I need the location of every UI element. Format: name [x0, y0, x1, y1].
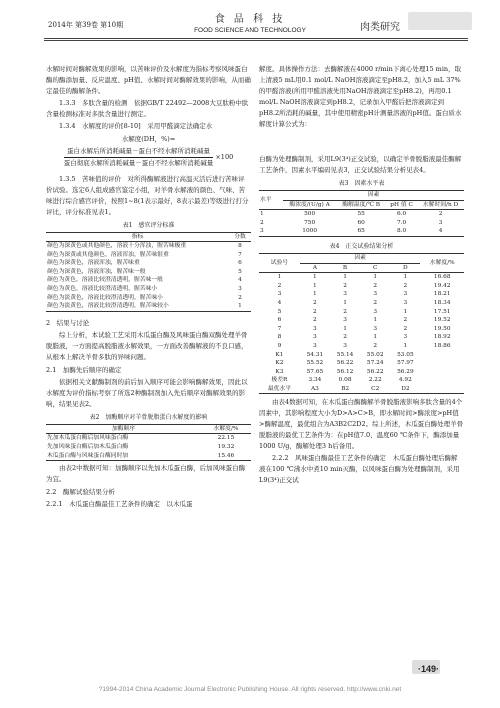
cell: 2: [373, 342, 378, 349]
cell: 18.86: [433, 342, 451, 349]
cell: 2: [373, 299, 378, 306]
cell: 3: [373, 325, 378, 332]
cell: 2: [403, 282, 408, 289]
header-rule: [44, 38, 468, 39]
cell: 3: [260, 228, 264, 235]
table-row: [259, 342, 464, 351]
right-column: [259, 64, 464, 487]
cell: 木瓜蛋白酶与风味蛋白酶同时加: [47, 452, 129, 459]
cell: 颜色为深黄色，溶液浑浊，腥苦味一般: [47, 268, 146, 275]
paragraph: 综上分析，本试验工艺采用木瓜蛋白酶及风味蛋白酶双酶处理羊骨脱脂液，一方面提高脱脂液水解效果，一方面改善酶解液的不良口感，从根本上解决羊骨多肽的异味问题。: [46, 330, 248, 361]
table-row: [259, 273, 464, 282]
paragraph: 白酶为处理酶制剂，采用L9(3⁴)正交试验，以确定羊骨脱脂液最佳酶解工艺条件，因素水平编码见表3，正交试验结果分析见表4。: [259, 155, 462, 174]
section-2-2-1-heading: 2.2.1 木瓜蛋白酶最佳工艺条件的确定 以木瓜蛋: [46, 500, 193, 509]
cell: 3: [343, 291, 347, 298]
table2-header-order: 加酶顺序: [46, 424, 201, 434]
page-number: ·149·: [418, 664, 440, 674]
cell: 2: [277, 282, 282, 289]
table1-header-score: 分数: [229, 232, 251, 242]
left-column: [46, 64, 251, 511]
table4-body: [259, 273, 464, 394]
table3-header-factor: 因素: [283, 191, 464, 201]
cell: 17.51: [433, 308, 451, 315]
table-row: [259, 210, 464, 219]
cell: 颜色为深黄色或其他颜色，溶液十分浑浊，腥苦味极重: [47, 243, 187, 250]
cell: 57.97: [397, 360, 414, 367]
table-row: [259, 316, 464, 325]
cell: 3: [438, 219, 443, 226]
cell: 15.46: [217, 452, 235, 459]
cell: 颜色为深黄色，溶液浑浊，腥苦味重: [47, 260, 140, 267]
cell: 57.24: [366, 360, 384, 367]
cell: 3: [343, 342, 347, 349]
table1-header-criterion: 指标: [46, 232, 229, 242]
table-row: [259, 282, 464, 291]
cell: 1: [343, 325, 347, 332]
table4-col-a: A: [300, 263, 330, 273]
cell: 19.50: [433, 325, 451, 332]
table-row: [259, 227, 464, 236]
cell: 2: [313, 299, 317, 306]
cell: 3: [373, 308, 378, 315]
paragraph: 由表4数据可知，在木瓜蛋白酶酶解羊骨脱脂液影响多肽含量的4个因素中，其影响程度大小为D>A>C>B，即水解时间>酶浓度>pH值>酶解温度，最优组合为A3B2C2D2。综上所述，木瓜蛋白酶处理羊骨脱脂液的最优工艺条件为：在pH值7.0、温度60 ℃条件下，酶添加量1000 U/g，酶解处理3 h后备用。: [259, 398, 464, 451]
cell: 22.15: [217, 435, 235, 442]
table-row: [259, 376, 464, 385]
cell: 2: [373, 282, 378, 289]
cell: 1: [313, 291, 317, 298]
table-row: [46, 294, 251, 303]
cell: 2: [313, 308, 317, 315]
table-row: [259, 385, 464, 394]
cell: 5: [277, 308, 282, 315]
cell: [420, 376, 464, 385]
table3-header-level: 水平: [259, 191, 283, 210]
table4-header-trial: 试验号: [259, 253, 300, 272]
cell: 极差R: [271, 377, 288, 384]
cell: 8.0: [396, 228, 407, 235]
table-row: [259, 359, 464, 368]
paragraph: 解度。具体操作方法：去酶解液在4000 r/min下离心处理15 min，取上清液5 mL用0.1 mol/L NaOH溶液滴定至pH8.2，加入5 mL 37%的甲醛溶液(所用甲醛溶液先用NaOH溶液滴定至pH8.2)，再用0.1 mol/L NaOH溶液滴定到pH8.2，记录加入甲醛后把溶液滴定到pH8.2所消耗的碱量，其中使用精密pH计测量溶液的pH值。蛋白质水解度计算公式为：: [259, 65, 462, 128]
cell: 2: [260, 219, 264, 226]
cell: 16.68: [433, 274, 451, 281]
cell: 7: [238, 251, 242, 258]
cell: 2: [343, 308, 347, 315]
formula-numerator: 蛋白水解后所消耗碱量－蛋白不经水解所消耗碱量: [64, 146, 214, 158]
cell: 3: [403, 291, 408, 298]
cell: K2: [275, 360, 284, 367]
table4: [259, 253, 464, 395]
cell: 0.08: [338, 377, 352, 384]
cell: 9: [277, 342, 282, 349]
table-row: [259, 290, 464, 299]
cell: 6.0: [396, 211, 407, 218]
table1: [46, 232, 251, 312]
cell: [420, 359, 464, 368]
cell: 8: [277, 334, 282, 341]
cell: A3: [310, 385, 319, 392]
paragraph: 水解时间对酶解效果的影响，以苦味评价及水解度为指标考察风味蛋白酶的酶添加量、反应温度、pH值、水解时间对酶解效果的影响，从而确定最佳的酶解条件。: [46, 65, 251, 95]
cell: 先加风味蛋白酶后加木瓜蛋白酶: [47, 444, 129, 451]
footer-copyright: ?1994-2014 China Academic Journal Electronic Publishing House. All rights reserved. http://www.cnki.net: [98, 686, 402, 693]
cell: 2: [313, 317, 317, 324]
table4-col-b: B: [330, 263, 360, 273]
cell: 54.31: [306, 351, 324, 358]
cell: 颜色为淡黄色，溶液比较澄清透明，腥苦味较小: [47, 303, 169, 310]
cell: K1: [275, 351, 284, 358]
cell: 3: [238, 286, 242, 293]
cell: C2: [371, 385, 380, 392]
cell: 3: [343, 317, 347, 324]
paragraph: 依据相关文献酶制剂的前后加入顺序可能会影响酶解效果，因此以水解度为评价指标考察了所选2种酶制剂加入先后顺序对酶解效果的影响，结果见表2。: [46, 377, 248, 408]
formula-denominator: 蛋白彻底水解所消耗碱量－蛋白不经水解所消耗碱量: [63, 158, 214, 167]
section-1-3-3: 1.3.3 多肽含量的检测 依据GB/T 22492—2008大豆肽粉中肽含量检测标准对多肽含量进行测定。: [46, 99, 249, 118]
cell: 1: [373, 317, 378, 324]
header-decoration: [408, 12, 472, 30]
cell: 最优水平: [267, 385, 292, 392]
cell: 1: [260, 211, 264, 218]
section-2-2-2: 2.2.2 风味蛋白酶最佳工艺条件的确定 木瓜蛋白酶处理后酶解液在100 ℃沸水中煮10 min灭酶，以风味蛋白酶为处理酶制剂，采用L9(3⁴)正交试: [259, 454, 460, 485]
table4-header-factor: 因素: [300, 253, 421, 263]
table-row: [46, 302, 251, 311]
cell: 19.42: [433, 282, 451, 289]
table3-col-b: 酶解温度/℃ B: [336, 200, 386, 210]
table-row: [46, 242, 251, 251]
cell: 3: [403, 299, 408, 306]
cell: 1: [277, 274, 282, 281]
cell: 2: [403, 325, 408, 332]
cell: 3.34: [308, 377, 322, 384]
cell: 18.92: [433, 334, 451, 341]
cell: 5: [238, 268, 242, 275]
cell: 750: [304, 219, 316, 226]
table-row: [259, 333, 464, 342]
cell: 56.22: [336, 360, 354, 367]
table2-caption: 表2 加酶顺序对羊骨脱脂蛋白水解度的影响: [89, 413, 208, 421]
cell: 6: [277, 317, 282, 324]
cell: 55.14: [336, 351, 354, 358]
cell: 2.22: [368, 377, 382, 384]
journal-title-cn: 食 品 科 技: [214, 14, 286, 25]
cell: 55: [357, 211, 365, 218]
cell: K3: [275, 368, 284, 375]
cell: D2: [401, 385, 410, 392]
section-2-heading: 2 结果与讨论: [46, 318, 90, 327]
table1-caption: 表1 感官评分标准: [122, 221, 175, 229]
table-row: [46, 268, 251, 277]
cell: 2: [343, 334, 347, 341]
table4-col-c: C: [360, 263, 390, 273]
cell: 2: [403, 317, 408, 324]
header-rule-thin: [44, 40, 468, 41]
dh-formula: [46, 134, 251, 169]
cell: 颜色为黄色，溶液比较澄清透明，腥苦味一般: [47, 277, 163, 284]
section-2-2-heading: 2.2 酶解试验结果分析: [46, 488, 115, 497]
cell: 先加木瓜蛋白酶后加风味蛋白酶: [47, 435, 129, 442]
cell: 2: [343, 282, 347, 289]
cell: 4: [438, 228, 443, 235]
table-row: [46, 259, 251, 268]
cell: 56.22: [366, 368, 384, 375]
section-1-3-4: 1.3.4 水解度的评价[8-10] 采用甲醛滴定法确定水: [59, 122, 213, 130]
cell: 60: [357, 219, 365, 226]
cell: 4: [277, 299, 282, 306]
cell: 7.0: [396, 219, 407, 226]
table-row: [259, 351, 464, 360]
journal-title-en: FOOD SCIENCE AND TECHNOLOGY: [194, 27, 306, 34]
cell: 19.52: [433, 317, 451, 324]
cell: 53.05: [397, 351, 414, 358]
cell: [420, 351, 464, 360]
cell: 56.29: [397, 368, 414, 375]
cell: 3: [373, 291, 378, 298]
table3: [259, 190, 464, 237]
cell: 55.02: [366, 351, 384, 358]
table3-col-d: 水解时间/h D: [417, 200, 464, 210]
table-row: [259, 368, 464, 377]
cell: 8: [238, 243, 242, 250]
section-2-1-heading: 2.1 加酶先后顺序的确定: [46, 365, 122, 374]
cell: 1: [313, 282, 317, 289]
cell: 3: [313, 342, 317, 349]
cell: 18.21: [433, 291, 451, 298]
cell: 颜色为淡黄色，溶液比较澄清透明，腥苦味小: [47, 294, 163, 301]
table-row: [46, 285, 251, 294]
cell: 55.52: [306, 360, 324, 367]
paragraph: 由表2中数据可知：加酶顺序以先加木瓜蛋白酶，后加风味蛋白酶为宜。: [46, 464, 246, 484]
journal-issue: 2014年 第39卷 第10期: [48, 21, 124, 29]
cell: 颜色为深黄或其他颜色，溶液浑浊，腥苦味很重: [47, 251, 169, 258]
cell: 2: [438, 211, 443, 218]
table4-header-dh: 水解度/%: [420, 253, 464, 272]
section-title: 肉类研究: [360, 22, 400, 33]
formula-lhs: 水解度(DH，%)=: [121, 135, 176, 143]
table-row: [259, 219, 464, 228]
cell: 1: [373, 274, 378, 281]
table-row: [46, 443, 251, 452]
cell: [420, 385, 464, 394]
cell: 1000: [302, 228, 318, 235]
cell: B2: [341, 385, 350, 392]
table4-caption: 表4 正交试验结果分析: [329, 242, 394, 250]
cell: 1: [343, 274, 347, 281]
table-row: [259, 325, 464, 334]
cell: 3: [403, 334, 408, 341]
cell: 65: [357, 228, 365, 235]
table-row: [259, 299, 464, 308]
table3-col-c: pH 值 C: [386, 200, 417, 210]
formula-rhs: ×100: [215, 152, 234, 161]
formula-fraction: [64, 146, 214, 169]
table-row: [46, 276, 251, 285]
cell: [420, 368, 464, 377]
cell: 500: [304, 211, 316, 218]
section-1-3-5: 1.3.5 苦味值的评价 对所得酶解液进行高温灭活后进行苦味评价试验。选定6人组成感官鉴定小组，对羊骨水解液的颜色、气味、苦味进行综合感官评价，按照1~8(1表示最好，8表示最差)等级进行打分评比，评分标准见表1。: [46, 174, 249, 216]
cell: 3: [277, 291, 282, 298]
cell: 1: [313, 274, 317, 281]
table-row: [259, 308, 464, 317]
cell: 7: [277, 325, 282, 332]
cell: 1: [373, 334, 378, 341]
table2: [46, 424, 251, 461]
table3-col-a: 酶浓度/(U/g) A: [283, 200, 336, 210]
cell: 6: [238, 260, 242, 267]
cell: 1: [343, 299, 347, 306]
cell: 19.32: [217, 444, 235, 451]
table-row: [46, 251, 251, 260]
cell: 1: [238, 303, 242, 310]
cell: 1: [403, 274, 408, 281]
cell: 18.34: [433, 299, 451, 306]
cell: 56.12: [336, 368, 354, 375]
cell: 4.92: [398, 377, 412, 384]
cell: 57.65: [306, 368, 324, 375]
cell: 1: [403, 308, 408, 315]
table-row: [46, 434, 251, 443]
table3-caption: 表3 因素水平表: [338, 180, 385, 187]
cell: 4: [238, 277, 242, 284]
table4-col-d: D: [390, 263, 420, 273]
cell: 颜色为黄色，溶液比较澄清透明，腥苦味小: [47, 286, 158, 293]
cell: 3: [313, 334, 317, 341]
table2-header-dh: 水解度/%: [201, 424, 251, 434]
cell: 2: [238, 294, 242, 301]
cell: 1: [403, 342, 408, 349]
table-row: [46, 452, 251, 461]
cell: 3: [313, 325, 317, 332]
